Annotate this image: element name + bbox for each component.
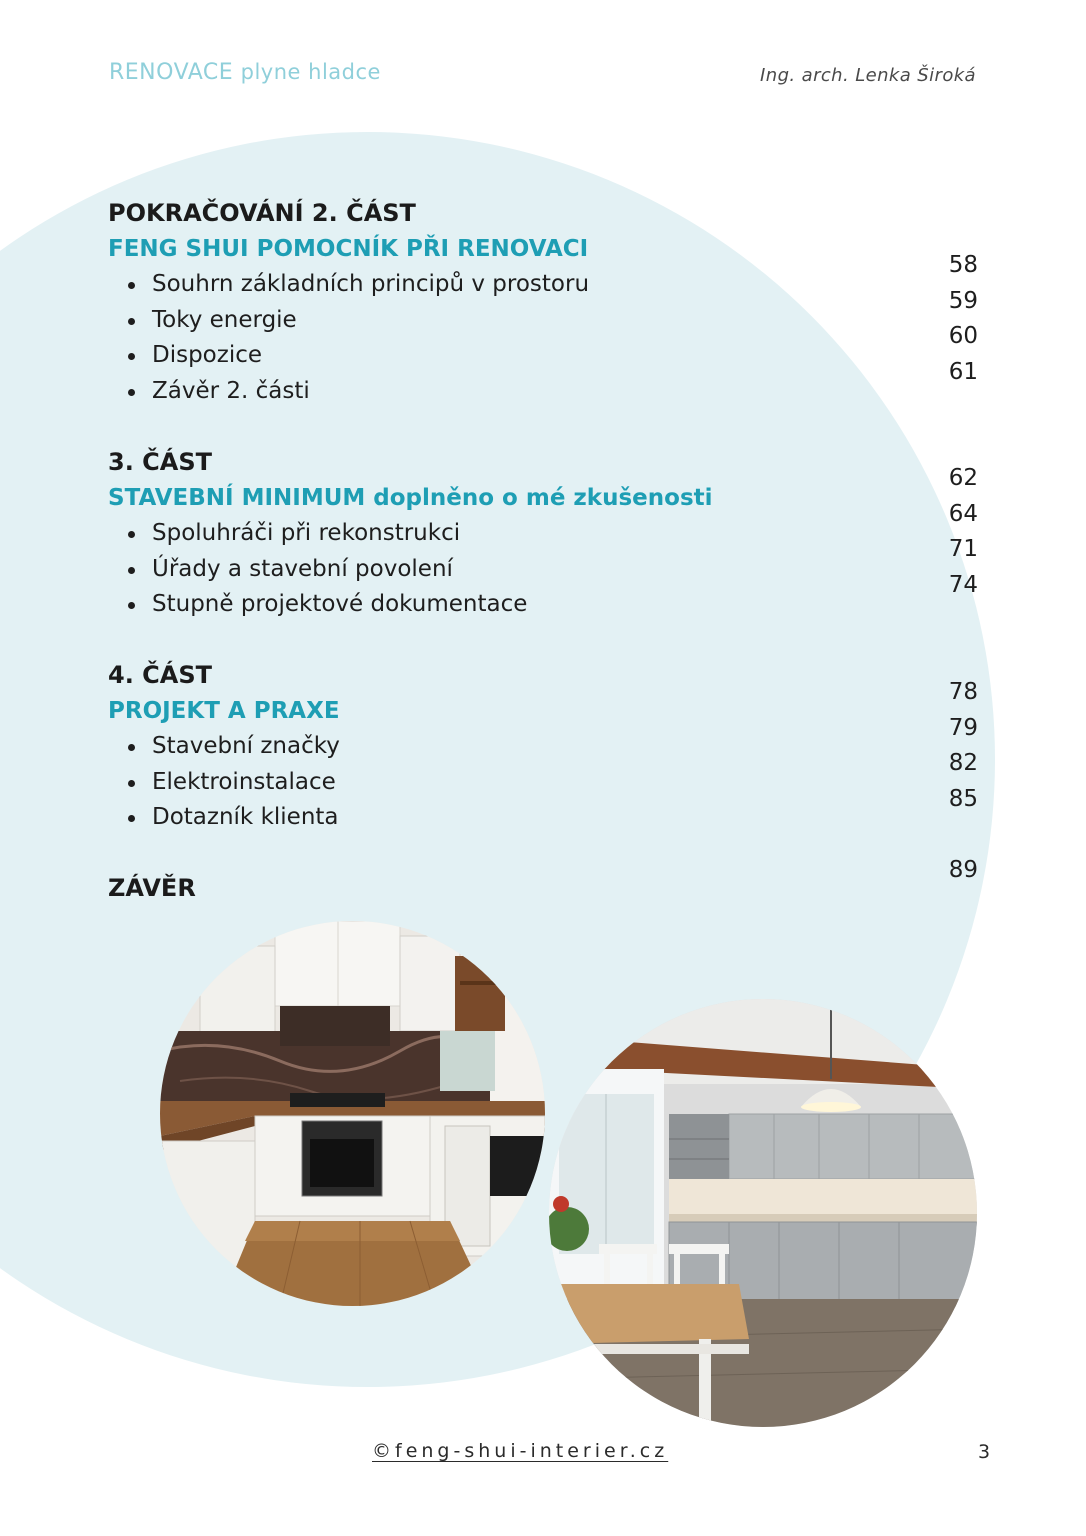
toc-section	[108, 870, 978, 906]
page-number: 89	[948, 857, 978, 883]
page-number: 82	[948, 750, 978, 776]
section-title[interactable]: ZÁVĚR	[108, 874, 196, 902]
footer-page-number: 3	[978, 1441, 991, 1463]
toc-item[interactable]: Závěr 2. části	[108, 374, 978, 410]
section-title: POKRAČOVÁNÍ 2. ČÁST	[108, 199, 416, 227]
author-name: Ing. arch. Lenka Široká	[760, 65, 976, 86]
toc-section	[108, 444, 978, 623]
page-number: 59	[948, 287, 978, 314]
page-number: 64	[948, 500, 978, 527]
toc-item[interactable]: Úřady a stavební povolení	[108, 552, 978, 588]
page-number: 60	[948, 323, 978, 349]
page-number: 85	[948, 785, 978, 812]
section-items	[108, 516, 978, 623]
page-number: 79	[948, 714, 978, 741]
website-link[interactable]: ©feng-shui-interier.cz	[372, 1440, 669, 1462]
section-subtitle: STAVEBNÍ MINIMUM doplněno o mé zkušenosti	[108, 485, 713, 511]
toc-section	[108, 195, 978, 409]
toc-item[interactable]: Elektroinstalace	[108, 765, 978, 801]
section-subtitle: PROJEKT A PRAXE	[108, 698, 340, 724]
section-page-numbers	[898, 675, 978, 817]
document-title-main: RENOVACE	[109, 60, 234, 85]
page-number: 78	[948, 679, 978, 705]
section-page-numbers	[898, 853, 978, 889]
section-subtitle: FENG SHUI POMOCNÍK PŘI RENOVACI	[108, 236, 589, 262]
section-items	[108, 729, 978, 836]
document-title-rest: plyne hladce	[240, 60, 381, 84]
kitchen-photo-white	[160, 921, 545, 1306]
section-page-numbers	[898, 461, 978, 603]
toc-item[interactable]: Dispozice	[108, 338, 978, 374]
toc-section	[108, 657, 978, 836]
toc-item[interactable]: Dotazník klienta	[108, 800, 978, 836]
page-number: 71	[948, 536, 978, 562]
kitchen-photo-grey	[549, 999, 977, 1427]
toc-item[interactable]: Souhrn základních principů v prostoru	[108, 267, 978, 303]
page-number: 74	[948, 571, 978, 598]
section-title: 4. ČÁST	[108, 661, 213, 689]
toc-item[interactable]: Spoluhráči při rekonstrukci	[108, 516, 978, 552]
section-page-numbers	[898, 248, 978, 390]
toc-item[interactable]: Toky energie	[108, 303, 978, 339]
toc-item[interactable]: Stavební značky	[108, 729, 978, 765]
toc-item[interactable]: Stupně projektové dokumentace	[108, 587, 978, 623]
page-number: 58	[948, 252, 978, 278]
document-title	[109, 60, 381, 85]
page-number: 62	[948, 465, 978, 491]
section-title: 3. ČÁST	[108, 448, 213, 476]
page-number: 61	[948, 358, 978, 385]
section-items	[108, 267, 978, 409]
